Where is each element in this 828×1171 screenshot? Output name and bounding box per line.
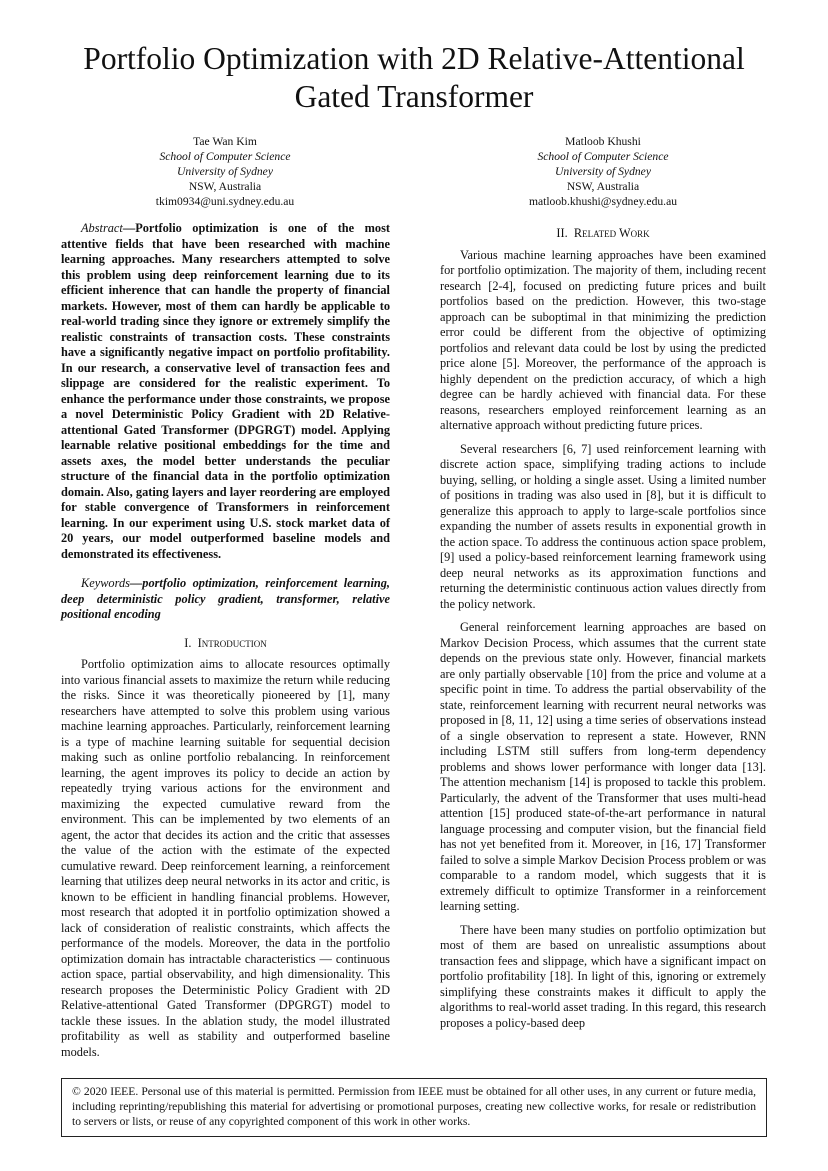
- keywords-text: —portfolio optimization, reinforcement learning, deep deterministic policy gradient, transformer, relative positional encoding: [61, 576, 390, 621]
- copyright-notice: © 2020 IEEE. Personal use of this material is permitted. Permission from IEEE must be obtained for all other uses, in any current or future media, including reprinting/republishing this material for advertising or promotional purposes, creating new collective works, for resale or redistribution to servers or lists, or reuse of any copyrighted component of this work in other works.: [61, 1078, 767, 1137]
- author-email: tkim0934@uni.sydney.edu.au: [155, 195, 295, 208]
- paper-title-line-1: Portfolio Optimization with 2D Relative-Attentional: [83, 41, 745, 76]
- author-block-1: [94, 134, 356, 209]
- author-email: matloob.khushi@sydney.edu.au: [528, 195, 678, 208]
- related-work-paragraph: Several researchers [6, 7] used reinforcement learning with discrete action space, simplifying trading actions to include buying, selling, or holding a single asset. Using a limited number of positions in trading was also used in [8], but it is difficult to generalize this approach to apply to large-scale portfolios since expanding the number of assets results in exponential growth in the action space. To address the continuous action space problem, [9] used a policy-based reinforcement learning framework using deep neural networks as its approximation functions and returning the deterministic continuous action values directly from the policy network.: [440, 441, 766, 611]
- section-title: Introduction: [197, 635, 267, 650]
- abstract-label: Abstract: [81, 221, 123, 235]
- section-heading-introduction: [61, 636, 390, 652]
- section-number: II.: [556, 226, 568, 240]
- author-university: University of Sydney: [177, 165, 273, 178]
- section-heading-related-work: [440, 226, 766, 242]
- author-name: Matloob Khushi: [565, 135, 641, 148]
- left-column: [61, 221, 390, 1068]
- abstract-text: —Portfolio optimization is one of the most attentive fields that have been researched with machine learning approaches. Many researchers attempted to solve this problem using deep reinforcement learning due to its efficient inherence that can handle the property of financial markets. However, most of them can hardly be applicable to real-world trading since they ignore or extremely simplify the realistic constraints of transaction costs. These constraints have a significantly negative impact on portfolio profitability. In our research, a conservative level of transaction fees and slippage are considered for the realistic experiment. To enhance the performance under those constraints, we propose a novel Deterministic Policy Gradient with 2D Relative-attentional Gated Transformer (DPGRGT) model. Applying learnable relative positional embeddings for the time and assets axes, the model better understands the peculiar structure of the financial data in the portfolio optimization domain. Also, gating layers and layer reordering are employed for stable convergence of Transformers in reinforcement learning. In our experiment using U.S. stock market data of 20 years, our model outperformed baseline models and demonstrated its effectiveness.: [61, 221, 390, 561]
- paper-title: [0, 40, 828, 116]
- paper-title-line-2: Gated Transformer: [294, 79, 534, 114]
- author-department: School of Computer Science: [159, 150, 291, 163]
- author-block-2: [472, 134, 734, 209]
- section-number: I.: [184, 635, 192, 650]
- author-name: Tae Wan Kim: [193, 135, 257, 148]
- intro-paragraph: Portfolio optimization aims to allocate resources optimally into various financial assets to maximize the return while reducing the risks. Since it was theoretically pioneered by [1], many researchers have attempted to solve this problem using various machine learning approaches. Particularly, reinforcement learning is a type of machine learning suitable for sequential decision making such as online portfolio rebalancing. In reinforcement learning, the agent improves its policy to decide an action by repeatedly trying various actions for the environment and maximizing the expected cumulative reward from the environment. This can be implemented by two elements of an agent, the actor that decides its action and the critic that assesses the value of the action with the estimate of the expected cumulative reward. Deep reinforcement learning, a reinforcement learning that utilizes deep neural networks in its actor and critic, is known to be efficient in handling financial problems. However, most research that adopted it in portfolio optimization showed a lack of consideration of realistic constraints, which affects the performance of the models. Moreover, the data in the portfolio optimization domain has intractable characteristics — continuous action space, partial observability, and high dimensionality. This research proposes the Deterministic Policy Gradient with 2D Relative-attentional Gated Transformer (DPGRGT) model to tackle these issues. In the ablation study, the model illustrated profitability as well as stability and outperformed baseline models.: [61, 657, 390, 1059]
- section-title: Related Work: [573, 226, 650, 240]
- related-work-paragraph: There have been many studies on portfolio optimization but most of them are based on unrealistic assumptions about transaction fees and slippage, which have a significant impact on portfolio profitability [18]. In light of this, ignoring or extremely simplifying these constraints makes it difficult to apply the algorithms to real-world asset trading. In this regard, this research proposes a policy-based deep: [440, 922, 766, 1030]
- author-university: University of Sydney: [555, 165, 651, 178]
- author-location: NSW, Australia: [188, 180, 262, 193]
- author-location: NSW, Australia: [566, 180, 640, 193]
- keywords-label: Keywords: [81, 576, 130, 590]
- keywords: [61, 576, 390, 623]
- related-work-paragraph: Various machine learning approaches have been examined for portfolio optimization. The majority of them, including recent research [2-4], focused on predicting future prices and built portfolios based on the prediction. However, this two-stage approach can be suboptimal in that minimizing the prediction error could be different from the objective of optimizing portfolios and relevant data could be lost by using the predicted price alone [5]. Moreover, the performance of the approach is highly dependent on the prediction accuracy, of which a high degree can be hardly achieved with financial data. For these reasons, researchers employed reinforcement learning as an alternative approach without predicting future prices.: [440, 247, 766, 432]
- author-department: School of Computer Science: [537, 150, 669, 163]
- abstract: [61, 221, 390, 562]
- right-column: [440, 226, 766, 1039]
- related-work-paragraph: General reinforcement learning approaches are based on Markov Decision Process, which assumes that the current state depends on the previous state only. However, financial markets are only partially observable [10] from the price and volume at a specific point in time. To address the partial observability of the state, reinforcement learning with recurrent neural networks was proposed in [8, 11, 12] using a time series of observations instead of a single observation to represent a state. However, RNN including LSTM still suffers from long-term dependency problems and shows lower performance with longer data [13]. The attention mechanism [14] is proposed to tackle this problem. Particularly, the advent of the Transformer that uses multi-head attention [15] produced state-of-the-art performance in natural language processing and computer vision, but the financial field has not yet benefited from it. Moreover, in [16, 17] Transformer failed to solve a simple Markov Decision Process problem or was comparable to a random model, which suggests that it is extremely difficult to optimize Transformer in a reinforcement learning setting.: [440, 620, 766, 913]
